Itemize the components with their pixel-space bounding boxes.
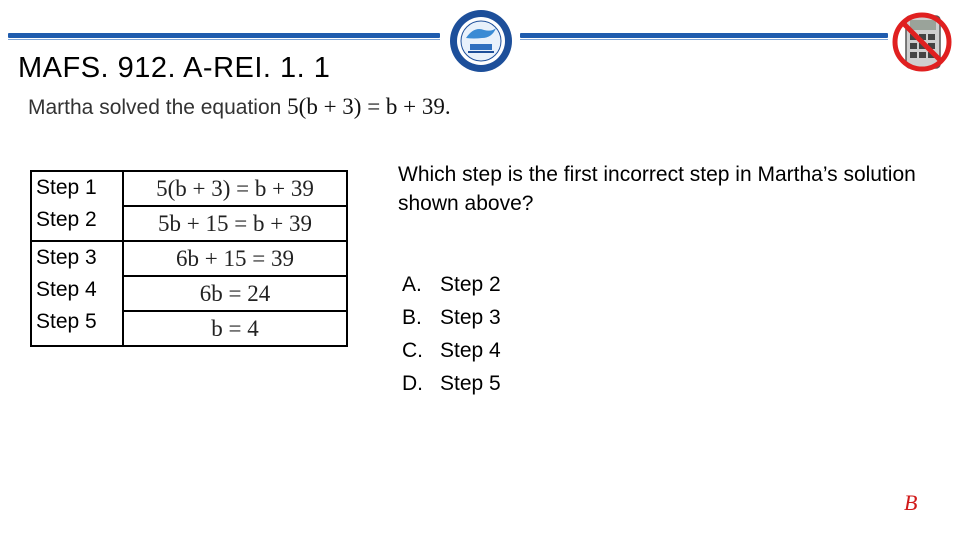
school-seal-icon [448,8,514,74]
choice-item[interactable] [402,268,501,301]
choice-text: Step 3 [440,306,501,329]
page-title: MAFS. 912. A-REI. 1. 1 [18,52,331,84]
problem-statement [28,94,451,120]
answer-key: B [904,490,918,515]
step-label: Step 3 [36,246,97,269]
step-equation-cell [123,311,347,346]
problem-equation: 5(b + 3) = b + 39. [287,94,451,119]
choice-letter: C. [402,339,423,362]
step-equation: 5b + 15 = b + 39 [124,205,346,240]
no-calculator-icon [892,8,952,76]
problem-intro: Martha solved the equation [28,96,288,119]
choice-letter: A. [402,273,422,296]
step-equation-cell [123,241,347,276]
answer-choices [402,268,501,400]
choice-text: Step 4 [440,339,501,362]
step-labels-3-5 [31,241,123,346]
step-label: Step 1 [36,176,97,199]
step-equation-cell [123,276,347,311]
step-label: Step 4 [36,278,97,301]
header-bar-left [8,33,440,38]
choice-letter: B. [402,306,422,329]
header-bar-right [520,33,888,38]
choice-item[interactable] [402,301,501,334]
step-label: Step 2 [36,208,97,231]
choice-item[interactable] [402,367,501,400]
step-equation: b = 4 [211,316,259,341]
step-equation: 6b = 24 [199,281,271,306]
choice-text: Step 5 [440,372,501,395]
step-equation: 5(b + 3) = b + 39 [156,176,314,201]
choice-text: Step 2 [440,273,501,296]
choice-letter: D. [402,372,423,395]
step-equations-1-2 [123,171,347,241]
steps-table [30,170,348,347]
question-text: Which step is the first incorrect step in Martha’s solution shown above? [398,163,916,215]
step-equation: 6b + 15 = 39 [176,246,294,271]
choice-item[interactable] [402,334,501,367]
step-labels-1-2 [31,171,123,241]
step-label: Step 5 [36,310,97,333]
